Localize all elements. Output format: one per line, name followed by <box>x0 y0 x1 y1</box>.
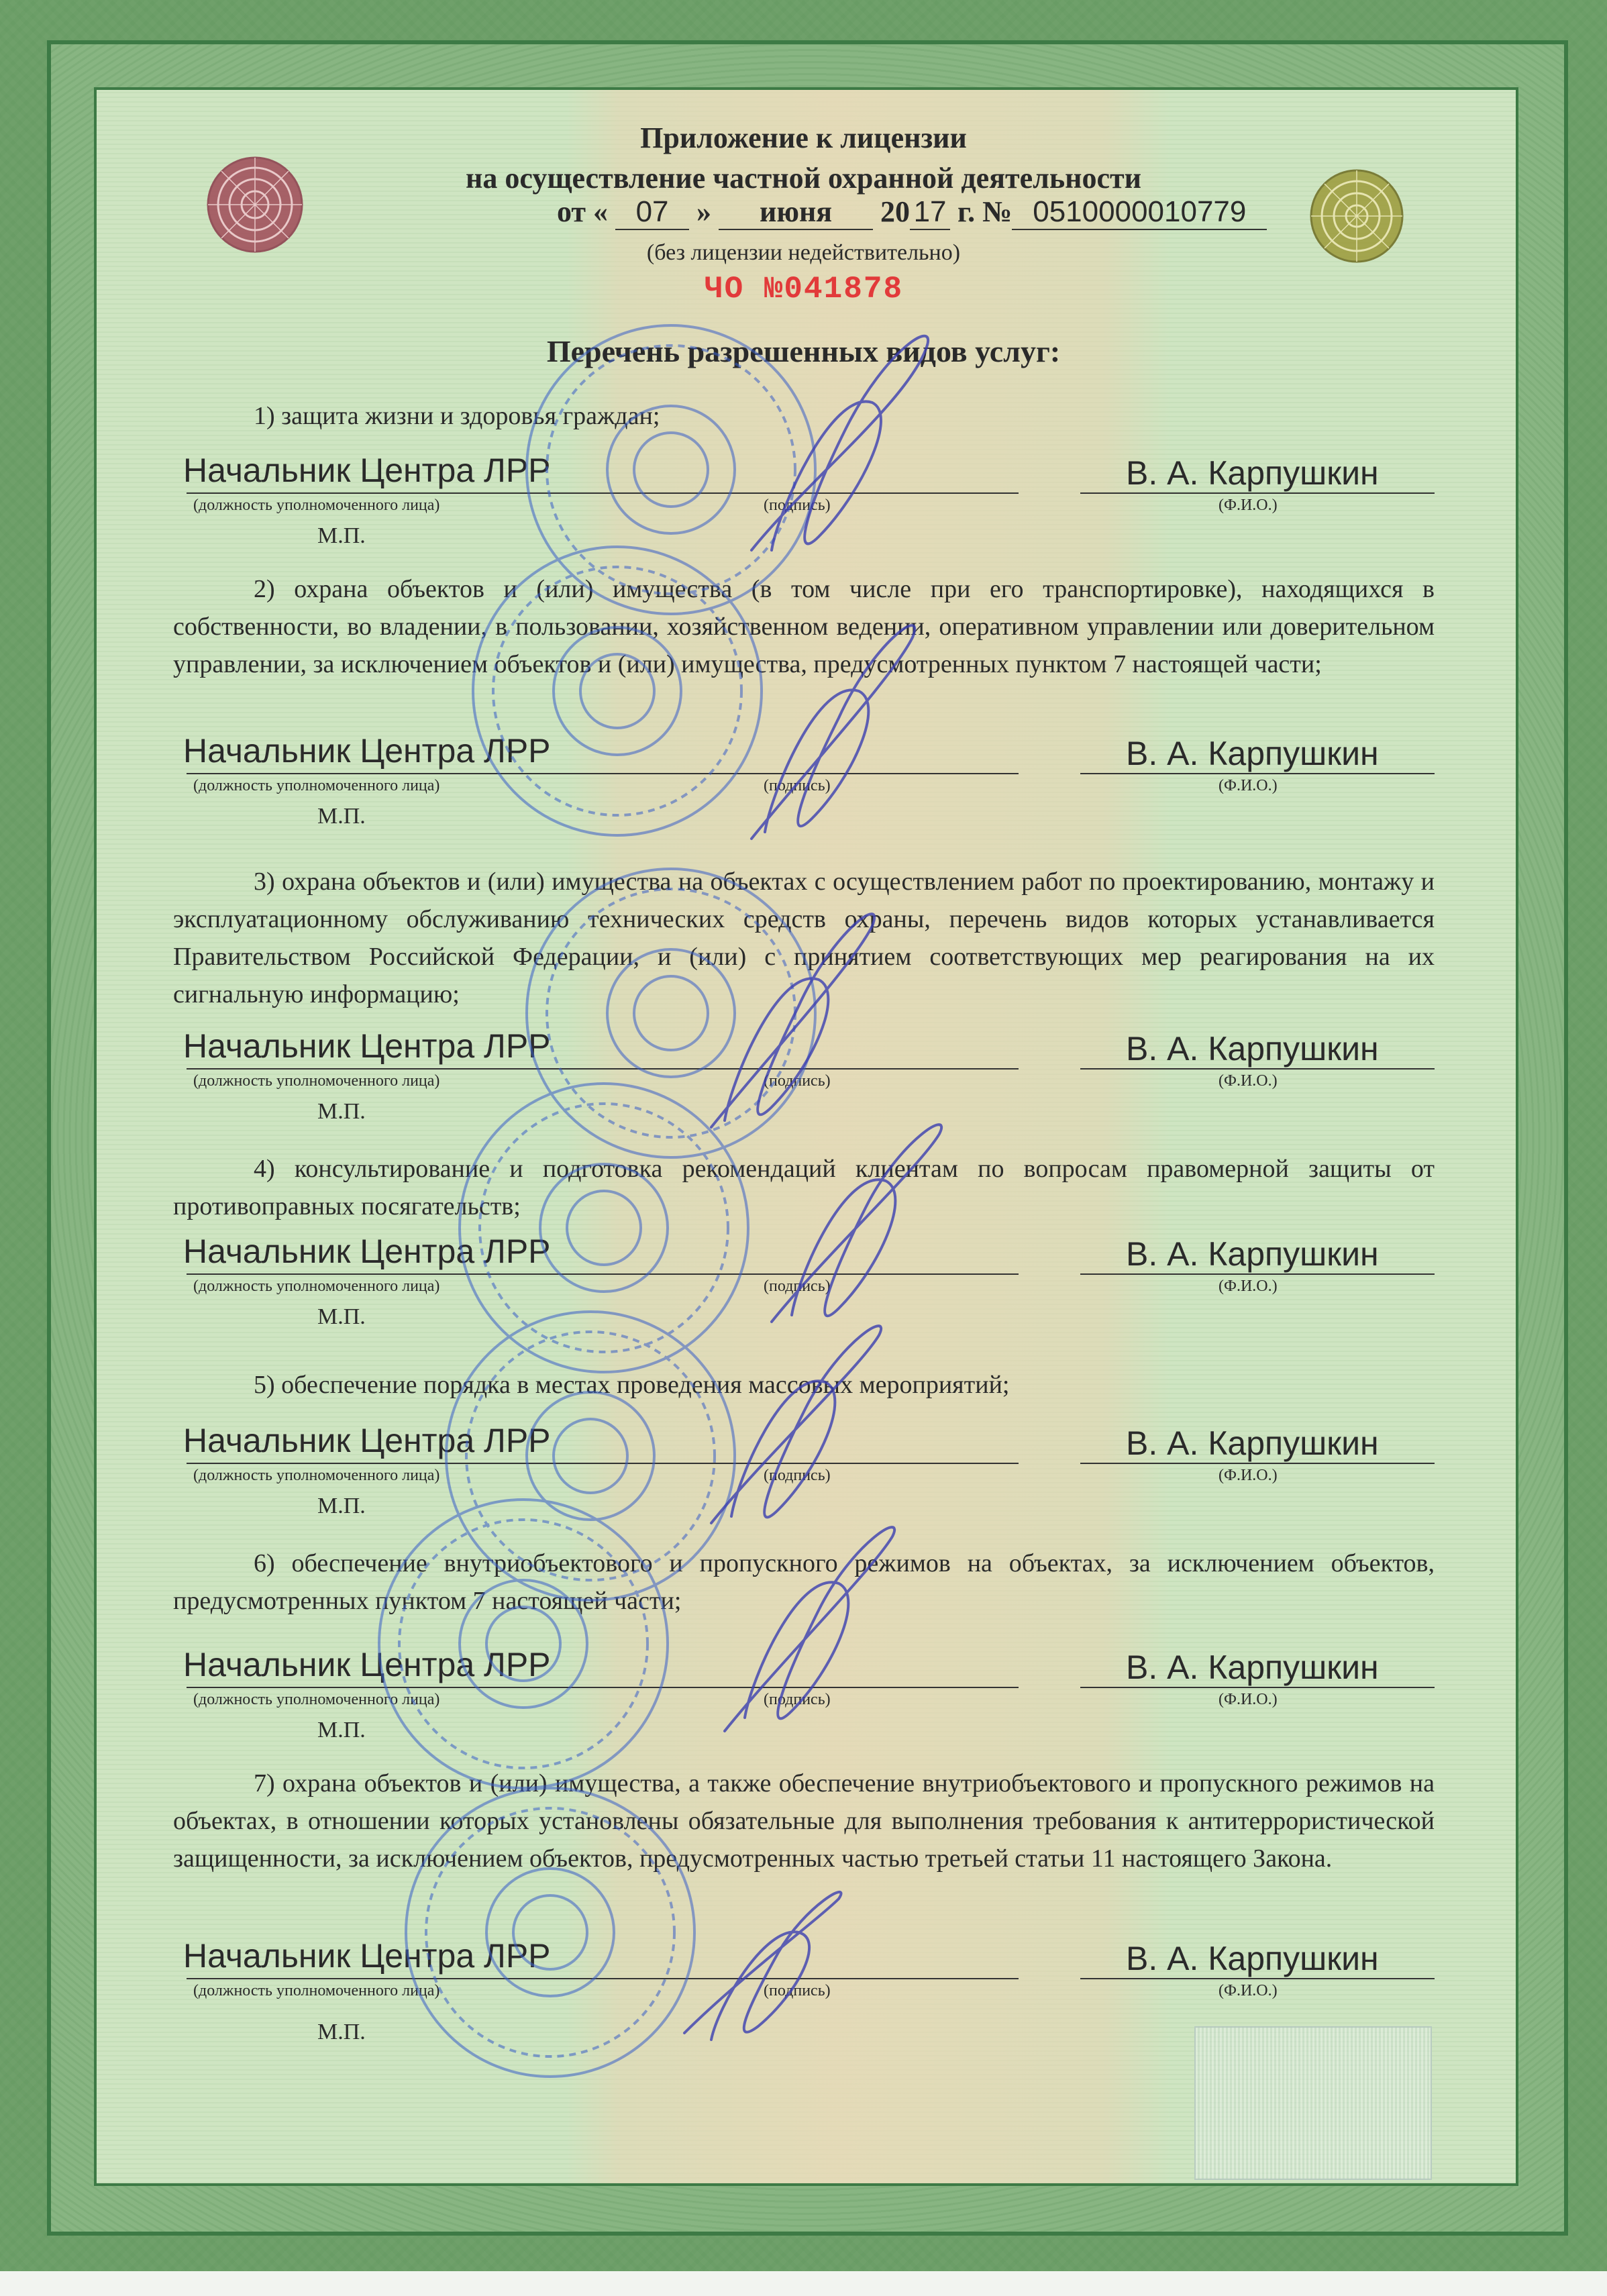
underline <box>187 773 1019 774</box>
caption-signature: (подпись) <box>764 1072 831 1090</box>
signature-block-3 <box>173 1027 1435 1124</box>
caption-signature: (подпись) <box>764 777 831 794</box>
caption-name: (Ф.И.О.) <box>1219 777 1278 794</box>
seal-mark: М.П. <box>317 1099 366 1124</box>
signature-block-6 <box>173 1645 1435 1742</box>
title-line-2: на осуществление частной охранной деятельности <box>466 162 1141 195</box>
signatory-position: Начальник Центра ЛРР <box>183 1027 551 1065</box>
caption-name: (Ф.И.О.) <box>1219 497 1278 514</box>
caption-name: (Ф.И.О.) <box>1219 1691 1278 1708</box>
signature-block-7 <box>173 1936 1435 2044</box>
number-sign: № <box>982 195 1013 228</box>
seal-mark: М.П. <box>317 523 366 548</box>
underline <box>1080 773 1435 774</box>
underline <box>187 1687 1019 1688</box>
service-item-1: 1) защита жизни и здоровья граждан; <box>254 402 660 430</box>
signatory-position: Начальник Центра ЛРР <box>183 732 551 770</box>
license-number: 0510000010779 <box>1012 195 1267 230</box>
seal-mark: М.П. <box>317 1304 366 1329</box>
underline <box>187 1463 1019 1464</box>
title-line-1: Приложение к лицензии <box>640 121 967 154</box>
seal-mark: М.П. <box>317 1718 366 1742</box>
caption-signature: (подпись) <box>764 1691 831 1708</box>
date-month: июня <box>719 195 873 230</box>
caption-name: (Ф.И.О.) <box>1219 1277 1278 1295</box>
service-item-5: 5) обеспечение порядка в местах проведения массовых мероприятий; <box>254 1371 1010 1399</box>
signatory-position: Начальник Центра ЛРР <box>183 1937 551 1975</box>
caption-position: (должность уполномоченного лица) <box>193 1982 440 1999</box>
underline <box>187 1273 1019 1275</box>
caption-name: (Ф.И.О.) <box>1219 1982 1278 1999</box>
signatory-name: В. А. Карпушкин <box>1126 1940 1379 1977</box>
underline <box>1080 1978 1435 1979</box>
service-item-6: 6) обеспечение внутриобъектового и пропускного режимов на объектах, за исключением объектов, предусмотренных пунктом 7 настоящей части; <box>173 1549 1435 1615</box>
license-date-line <box>557 195 1267 230</box>
caption-signature: (подпись) <box>764 1277 831 1295</box>
signature-block-1 <box>173 451 1435 548</box>
caption-position: (должность уполномоченного лица) <box>193 1277 440 1295</box>
underline <box>187 1978 1019 1979</box>
caption-position: (должность уполномоченного лица) <box>193 1691 440 1708</box>
date-year-unit: г. <box>957 195 976 228</box>
signatory-position: Начальник Центра ЛРР <box>183 1646 551 1683</box>
caption-position: (должность уполномоченного лица) <box>193 497 440 514</box>
signatory-position: Начальник Центра ЛРР <box>183 1422 551 1459</box>
underline <box>187 492 1019 494</box>
signatory-name: В. А. Карпушкин <box>1126 1424 1379 1462</box>
caption-signature: (подпись) <box>764 497 831 514</box>
signature-block-2 <box>173 731 1435 829</box>
services-list-title: Перечень разрешенных видов услуг: <box>546 334 1061 368</box>
signatory-position: Начальник Центра ЛРР <box>183 1233 551 1270</box>
service-item-3: 3) охрана объектов и (или) имущества на объектах с осуществлением работ по проектированию, монтажу и эксплуатационному обслуживанию технических средств охраны, перечень видов которых устанавливается Правительством Российской Федерации, и (или) с принятием соответствующих мер реагирования на их сигнальную информацию; <box>173 868 1435 1008</box>
signature-block-5 <box>173 1421 1435 1518</box>
date-mid: » <box>696 195 712 228</box>
underline <box>1080 1068 1435 1069</box>
caption-name: (Ф.И.О.) <box>1219 1467 1278 1484</box>
caption-signature: (подпись) <box>764 1467 831 1484</box>
service-item-4: 4) консультирование и подготовка рекомендаций клиентам по вопросам правомерной защиты от противоправных посягательств; <box>173 1155 1435 1220</box>
signatory-name: В. А. Карпушкин <box>1126 735 1379 772</box>
underline <box>1080 492 1435 494</box>
underline <box>1080 1463 1435 1464</box>
hologram-sticker <box>1194 2026 1432 2180</box>
validity-note: (без лицензии недействительно) <box>646 240 961 265</box>
signatory-name: В. А. Карпушкин <box>1126 1649 1379 1686</box>
caption-name: (Ф.И.О.) <box>1219 1072 1278 1090</box>
caption-position: (должность уполномоченного лица) <box>193 1467 440 1484</box>
caption-position: (должность уполномоченного лица) <box>193 1072 440 1090</box>
underline <box>187 1068 1019 1069</box>
seal-mark: М.П. <box>317 2020 366 2044</box>
caption-position: (должность уполномоченного лица) <box>193 777 440 794</box>
date-day: 07 <box>615 195 689 230</box>
service-item-2: 2) охрана объектов и (или) имущества (в том числе при его транспортировке), находящихся в собственности, во владении, в пользовании, хозяйственном ведении, оперативном управлении или доверительном управлении, за исключением объектов и (или) имущества, предусмотренных пунктом 7 настоящей части; <box>173 575 1435 678</box>
seal-mark: М.П. <box>317 1494 366 1518</box>
signatory-name: В. А. Карпушкин <box>1126 1235 1379 1273</box>
service-item-7: 7) охрана объектов и (или) имущества, а также обеспечение внутриобъектового и пропускного режимов на объектах, в отношении которых установлены обязательные для выполнения требования к антитеррористической защищенности, за исключением объектов, предусмотренных частью третьей статьи 11 настоящего Закона. <box>173 1769 1435 1873</box>
signatory-name: В. А. Карпушкин <box>1126 1030 1379 1067</box>
serial-number: ЧО №041878 <box>705 272 904 307</box>
underline <box>1080 1687 1435 1688</box>
caption-signature: (подпись) <box>764 1982 831 1999</box>
date-year: 17 <box>910 195 950 230</box>
seal-mark: М.П. <box>317 804 366 829</box>
date-prefix: от « <box>557 195 609 228</box>
date-year-prefix: 20 <box>880 195 911 228</box>
signatory-position: Начальник Центра ЛРР <box>183 452 551 489</box>
signature-block-4 <box>173 1232 1435 1329</box>
signatory-name: В. А. Карпушкин <box>1126 454 1379 492</box>
underline <box>1080 1273 1435 1275</box>
